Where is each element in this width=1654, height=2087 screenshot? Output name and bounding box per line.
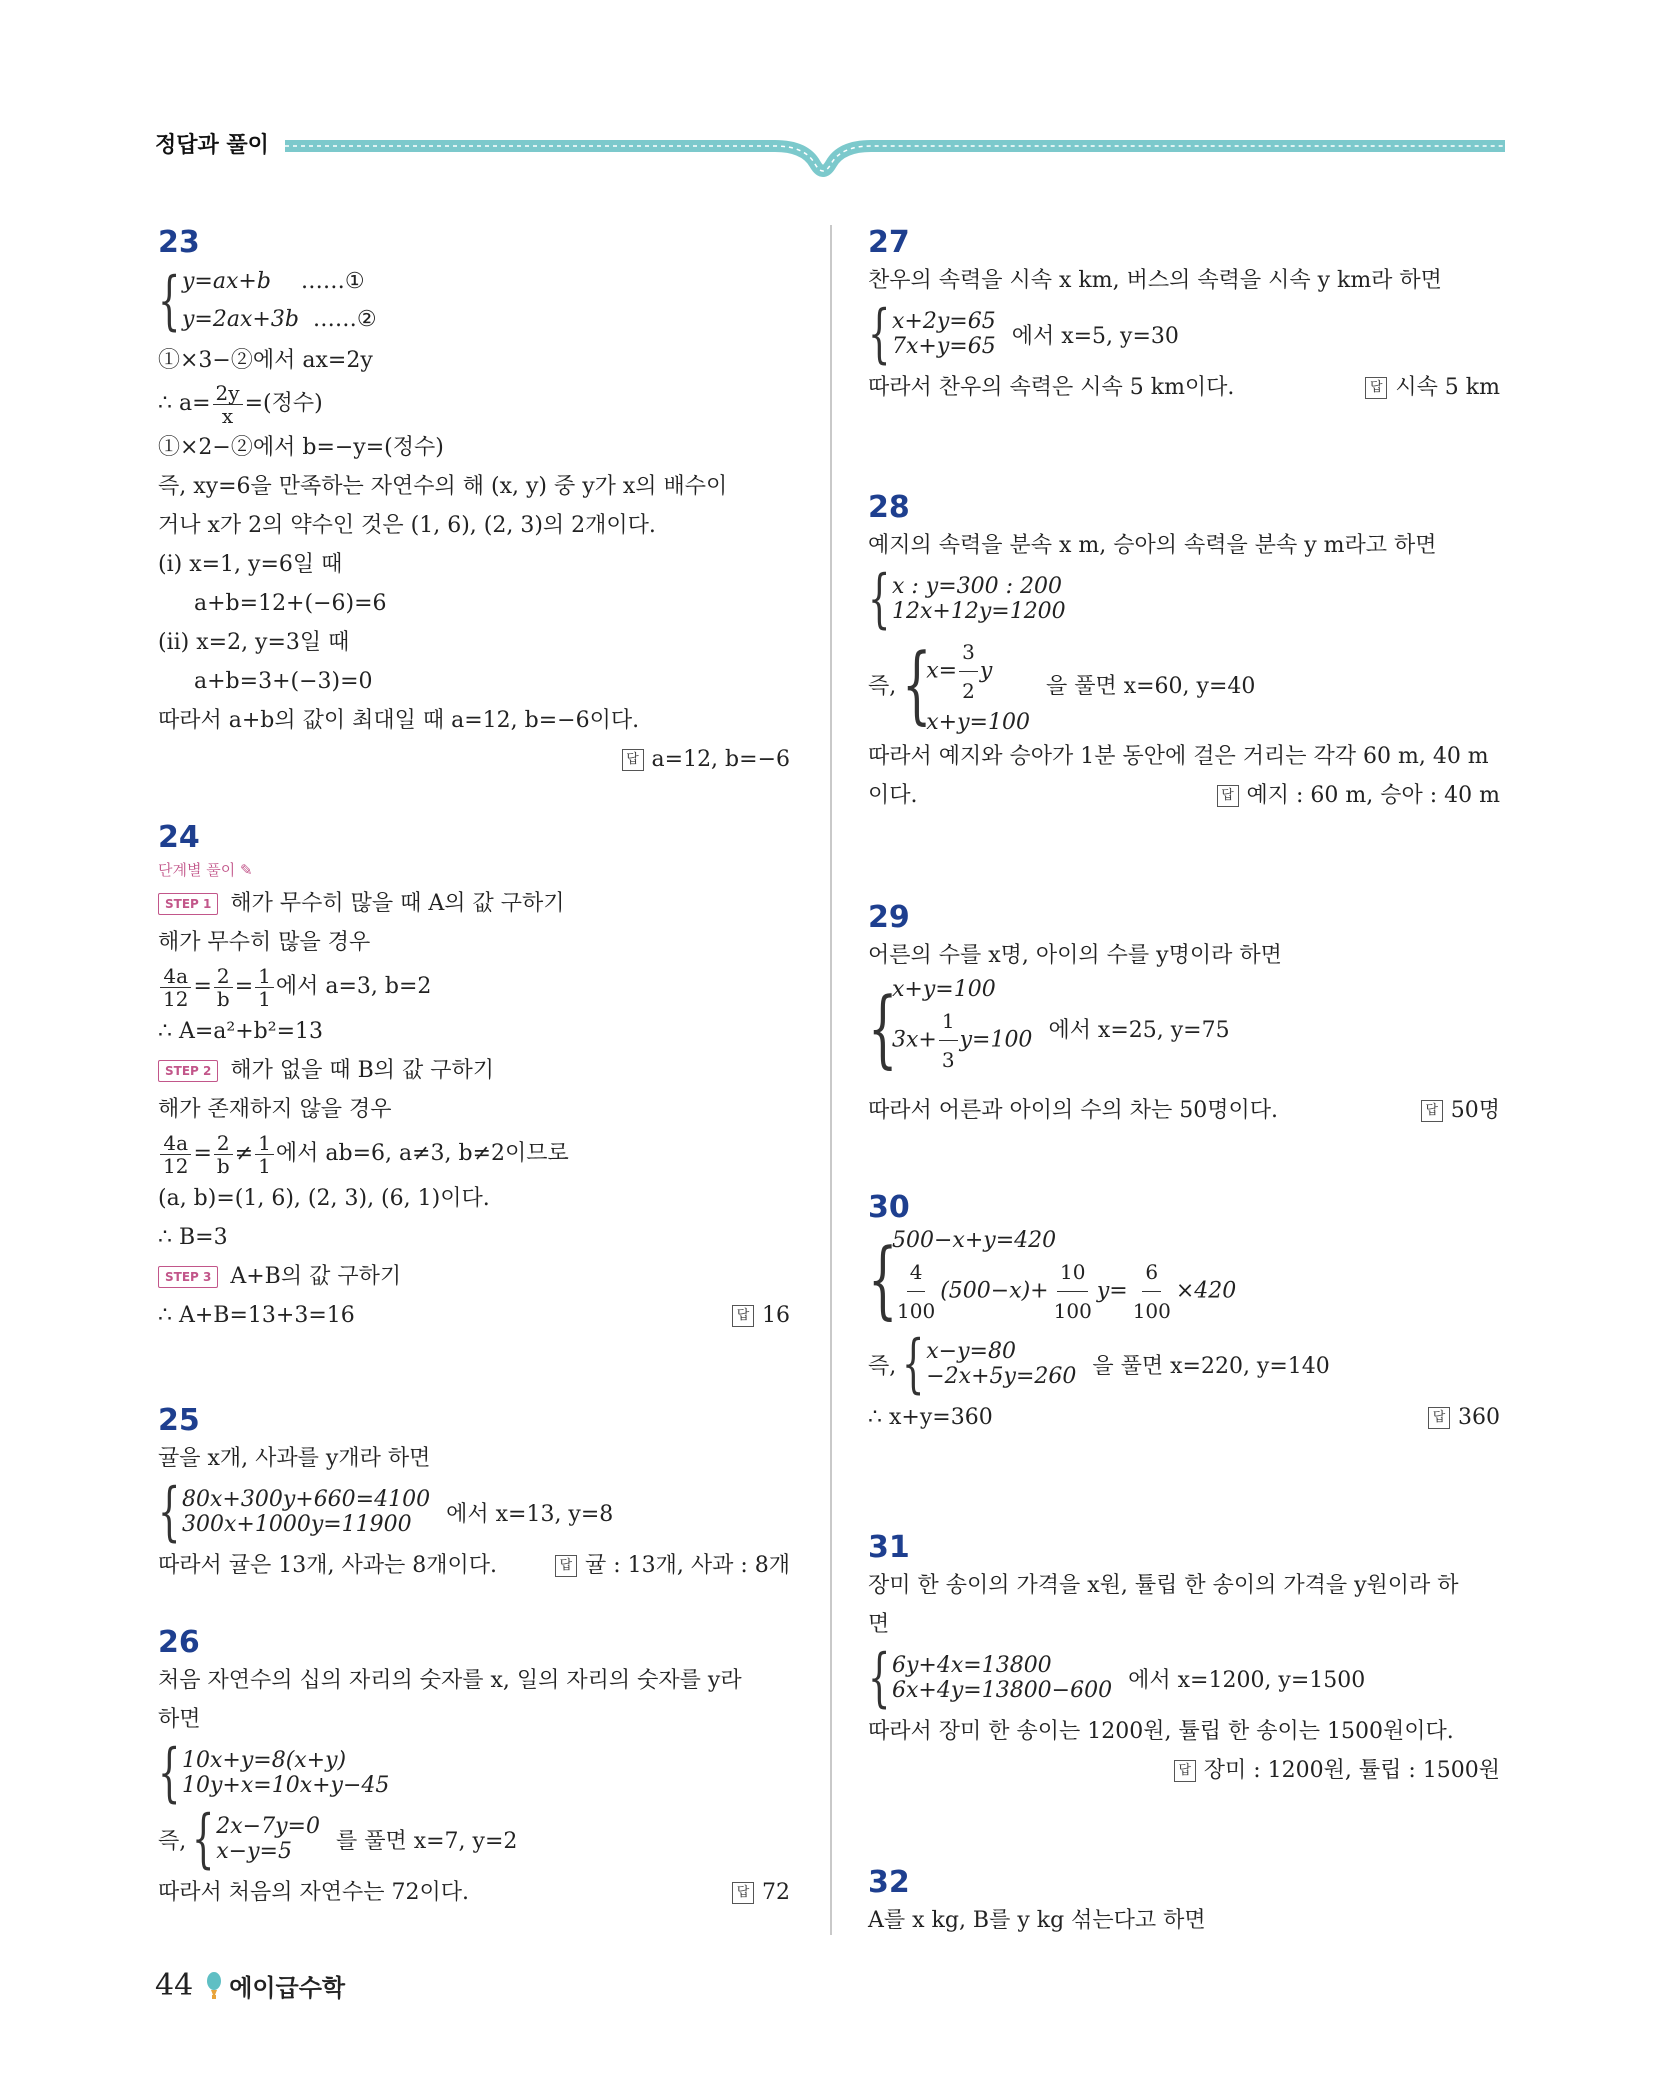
- solution-line: 거나 x가 2의 약수인 것은 (1, 6), (2, 3)의 2개이다.: [158, 513, 656, 538]
- equation-result: 에서 x=1200, y=1500: [1128, 1667, 1366, 1693]
- answer-icon: 답: [1217, 785, 1239, 807]
- solution-line: ①×3−②에서 ax=2y: [158, 348, 373, 373]
- problem-number: 31: [868, 1530, 910, 1565]
- solution-line: ∴ A=a²+b²=13: [158, 1019, 324, 1044]
- problem-number: 25: [158, 1403, 200, 1438]
- problem-23: [158, 225, 790, 779]
- problem-29: [868, 900, 1500, 1130]
- problem-number: 24: [158, 820, 200, 855]
- brace: {: [868, 1641, 891, 1715]
- problem-number: 30: [868, 1190, 910, 1225]
- equation: 7x+y=65: [892, 334, 996, 359]
- answer: [1428, 1398, 1500, 1437]
- solution-line: $\frac{4a}{12}$ = $\frac{2}{b}$ = $\frac{1}{1}$ 에서 a=3, b=2: [158, 962, 790, 1012]
- solution-line: 해가 존재하지 않을 경우: [158, 1097, 392, 1122]
- solution-line: 따라서 예지와 승아가 1분 동안에 걸은 거리는 각각 60 m, 40 m: [868, 744, 1489, 769]
- problem-27: [868, 225, 1500, 407]
- fraction: $\frac{6}{100}$: [1130, 1253, 1174, 1330]
- equation: x−y=5: [216, 1839, 292, 1864]
- text: 즉,: [158, 1828, 187, 1854]
- equation-result: 을 풀면 x=60, y=40: [1045, 673, 1256, 699]
- equation-system: [868, 562, 1500, 636]
- equation-system: [158, 1736, 790, 1810]
- solution-line: 따라서 귤은 13개, 사과는 8개이다. 답 귤 : 13개, 사과 : 8개: [158, 1546, 790, 1585]
- equation: 10x+y=8(x+y): [182, 1748, 347, 1773]
- equation: x+2y=65: [892, 309, 996, 334]
- equation-result: 을 풀면 x=220, y=140: [1092, 1353, 1330, 1379]
- equation-system: 즉, { x= $\frac{3}{2}$ y x+y=100 을 풀면 x=60, y=40: [868, 635, 1256, 735]
- equation: 10y+x=10x+y−45: [182, 1773, 390, 1798]
- brace: {: [158, 264, 181, 338]
- fraction: $\frac{3}{2}$: [959, 633, 978, 710]
- brace: {: [868, 562, 891, 636]
- equation-result: 에서 x=25, y=75: [1048, 1017, 1230, 1043]
- step-tag: STEP 3: [158, 1266, 218, 1288]
- brace: {: [902, 1327, 925, 1401]
- answer: [555, 1546, 790, 1585]
- solution-line: [158, 380, 790, 428]
- header-ribbon: [285, 128, 1505, 188]
- problem-number: 28: [868, 490, 910, 525]
- equation: 6y+4x=13800: [892, 1653, 1052, 1678]
- solution-line: 하면: [158, 1707, 201, 1732]
- fraction: [213, 382, 243, 427]
- solution-line: 즉, xy=6을 만족하는 자연수의 해 (x, y) 중 y가 x의 배수이: [158, 474, 728, 499]
- text: 즉,: [868, 1353, 897, 1379]
- equation-system: [158, 263, 790, 339]
- answer: [1365, 368, 1500, 407]
- solution-line: 따라서 장미 한 송이는 1200원, 튤립 한 송이는 1500원이다.: [868, 1719, 1454, 1744]
- solution-line: $\frac{4a}{12}$ = $\frac{2}{b}$ ≠ $\frac{1}{1}$ 에서 ab=6, a≠3, b≠2이므로: [158, 1129, 790, 1179]
- text: 에서 a=3, b=2: [275, 974, 432, 999]
- answer-line: [158, 740, 790, 779]
- brace: {: [868, 297, 891, 371]
- step-heading: 단계별 풀이 ✎: [158, 861, 253, 879]
- problem-32: [868, 1865, 1500, 1940]
- brace: {: [902, 635, 932, 733]
- step-title: A+B의 값 구하기: [230, 1264, 402, 1289]
- brace: {: [868, 1230, 898, 1328]
- answer: [732, 1296, 790, 1335]
- equation-system: [868, 1327, 1500, 1401]
- equation: x : y=300 : 200: [892, 574, 1063, 599]
- fraction: $\frac{1}{3}$: [939, 1002, 958, 1079]
- solution-line: a+b=12+(−6)=6: [194, 591, 387, 616]
- equation: y=ax+b: [182, 269, 271, 294]
- equation-system: [158, 1475, 790, 1549]
- answer-line: [868, 1751, 1500, 1790]
- fraction: $\frac{4}{100}$: [894, 1253, 938, 1330]
- answer-text: 시속 5 km: [1395, 375, 1500, 400]
- equation: 2x−7y=0: [216, 1814, 320, 1839]
- solution-line: ∴ A+B=13+3=16 답 16: [158, 1296, 790, 1335]
- equation: x+y=100: [892, 977, 996, 1002]
- answer-icon: 답: [1365, 377, 1387, 399]
- equation: 500−x+y=420: [892, 1228, 1057, 1253]
- step-title: 해가 무수히 많을 때 A의 값 구하기: [230, 891, 565, 916]
- problem-number: 27: [868, 225, 910, 260]
- equation: −2x+5y=260: [926, 1364, 1077, 1389]
- fraction: $\frac{10}{100}$: [1051, 1253, 1095, 1330]
- solution-line: 처음 자연수의 십의 자리의 숫자를 x, 일의 자리의 숫자를 y라: [158, 1668, 742, 1693]
- answer-icon: 답: [732, 1882, 754, 1904]
- equation: 300x+1000y=11900: [182, 1512, 412, 1537]
- solution-line: a+b=3+(−3)=0: [194, 669, 373, 694]
- equation-system: [868, 1641, 1500, 1715]
- answer-text: a=12, b=−6: [651, 747, 790, 772]
- balloon-logo-icon: [205, 1971, 223, 2001]
- equation: x−y=80: [926, 1339, 1016, 1364]
- solution-line: 따라서 a+b의 값이 최대일 때 a=12, b=−6이다.: [158, 708, 640, 733]
- answer-text: 예지 : 60 m, 승아 : 40 m: [1246, 783, 1500, 808]
- answer-icon: 답: [555, 1555, 577, 1577]
- answer: [1421, 1091, 1500, 1130]
- solution-line: ∴ B=3: [158, 1225, 228, 1250]
- answer: [732, 1873, 790, 1912]
- solution-line: (ⅱ) x=2, y=3일 때: [158, 630, 350, 655]
- problem-number: 26: [158, 1625, 200, 1660]
- answer-text: 72: [762, 1880, 790, 1905]
- page-number: 44: [155, 1968, 194, 2003]
- answer-icon: 답: [622, 749, 644, 771]
- answer-text: 50명: [1450, 1098, 1500, 1123]
- answer-icon: 답: [1174, 1760, 1196, 1782]
- equation-system: [158, 1802, 790, 1876]
- equation-result: 에서 x=5, y=30: [1011, 323, 1179, 349]
- brace: {: [158, 1736, 181, 1810]
- brace: {: [192, 1802, 215, 1876]
- brace: {: [158, 1475, 181, 1549]
- answer-icon: 답: [1421, 1100, 1443, 1122]
- equation-mark: ……①: [300, 269, 365, 294]
- answer: [1217, 776, 1501, 815]
- problem-number: 23: [158, 225, 200, 260]
- solution-line: ①×2−②에서 b=−y=(정수): [158, 435, 444, 460]
- fraction: $\frac{1}{1}$: [255, 1132, 274, 1177]
- equation-system: { x+y=100 3x+ $\frac{1}{3}$ y=100 에서 x=25, y=75: [868, 977, 1230, 1077]
- text: 에서 ab=6, a≠3, b≠2이므로: [275, 1141, 569, 1166]
- equation: y=2ax+3b: [182, 307, 299, 332]
- problem-number: 32: [868, 1865, 910, 1900]
- solution-line: 따라서 어른과 아이의 수의 차는 50명이다. 답 50명: [868, 1091, 1500, 1130]
- solution-line: 어른의 수를 x명, 아이의 수를 y명이라 하면: [868, 943, 1282, 968]
- fraction: $\frac{2}{b}$: [214, 965, 233, 1010]
- answer-text: 장미 : 1200원, 튤립 : 1500원: [1203, 1758, 1500, 1783]
- solution-line: 예지의 속력을 분속 x m, 승아의 속력을 분속 y m라고 하면: [868, 533, 1437, 558]
- solution-line: 이다. 답 예지 : 60 m, 승아 : 40 m: [868, 776, 1500, 815]
- step-line: [158, 1051, 790, 1090]
- equation-result: 를 풀면 x=7, y=2: [335, 1828, 518, 1854]
- answer-text: 귤 : 13개, 사과 : 8개: [584, 1553, 790, 1578]
- answer-icon: 답: [732, 1305, 754, 1327]
- solution-line: ∴ x+y=360 답 360: [868, 1398, 1500, 1437]
- step-line: [158, 884, 790, 923]
- equation: x+y=100: [926, 710, 1030, 735]
- solution-line: A를 x kg, B를 y kg 섞는다고 하면: [868, 1908, 1206, 1933]
- text: ∴ a=: [158, 391, 211, 416]
- brace: {: [868, 979, 898, 1077]
- numerator: 2y: [213, 382, 243, 405]
- answer-icon: 답: [1428, 1407, 1450, 1429]
- fraction: $\frac{4a}{12}$: [160, 965, 191, 1010]
- column-divider: [830, 225, 832, 1935]
- problem-31: [868, 1530, 1500, 1790]
- step-tag: STEP 2: [158, 1060, 218, 1082]
- solution-line: 따라서 찬우의 속력은 시속 5 km이다. 답 시속 5 km: [868, 368, 1500, 407]
- problem-28: [868, 490, 1500, 815]
- step-title: 해가 없을 때 B의 값 구하기: [230, 1058, 495, 1083]
- step-line: [158, 1257, 790, 1296]
- text: =(정수): [244, 391, 323, 416]
- fraction: $\frac{2}{b}$: [214, 1132, 233, 1177]
- problem-number: 29: [868, 900, 910, 935]
- problem-25: [158, 1403, 790, 1585]
- brand-name: 에이급수학: [229, 1974, 346, 2002]
- fraction: $\frac{1}{1}$: [255, 965, 274, 1010]
- solution-line: 면: [868, 1612, 890, 1637]
- equation-system: [868, 297, 1500, 371]
- solution-line: (a, b)=(1, 6), (2, 3), (6, 1)이다.: [158, 1186, 490, 1211]
- problem-26: [158, 1625, 790, 1912]
- fraction: $\frac{4a}{12}$: [160, 1132, 191, 1177]
- equation: 12x+12y=1200: [892, 599, 1066, 624]
- solution-line: 장미 한 송이의 가격을 x원, 튤립 한 송이의 가격을 y원이라 하: [868, 1573, 1459, 1598]
- solution-line: (ⅰ) x=1, y=6일 때: [158, 552, 343, 577]
- equation: 80x+300y+660=4100: [182, 1487, 431, 1512]
- answer-text: 16: [762, 1303, 790, 1328]
- section-title: 정답과 풀이: [155, 133, 269, 158]
- problem-24: [158, 820, 790, 1335]
- text: 즉,: [868, 673, 897, 699]
- answer: [1174, 1751, 1500, 1790]
- equation-result: 에서 x=13, y=8: [446, 1501, 614, 1527]
- problem-30: [868, 1190, 1500, 1437]
- solution-line: 해가 무수히 많을 경우: [158, 930, 371, 955]
- solution-line: 따라서 처음의 자연수는 72이다. 답 72: [158, 1873, 790, 1912]
- footer: [155, 1968, 345, 2003]
- denominator: x: [221, 403, 234, 428]
- solution-line: 귤을 x개, 사과를 y개라 하면: [158, 1446, 431, 1471]
- step-tag: STEP 1: [158, 893, 218, 915]
- equation-system: { 500−x+y=420 $\frac{4}{100}$ (500−x)+ $\frac{10}{100}$ y= $\frac{6}{100}$ ×420: [868, 1228, 1237, 1328]
- answer: [622, 740, 790, 779]
- answer-text: 360: [1458, 1405, 1500, 1430]
- equation-mark: ……②: [312, 307, 377, 332]
- pencil-icon: ✎: [240, 861, 253, 879]
- equation: 6x+4y=13800−600: [892, 1678, 1113, 1703]
- solution-line: 찬우의 속력을 시속 x km, 버스의 속력을 시속 y km라 하면: [868, 268, 1442, 293]
